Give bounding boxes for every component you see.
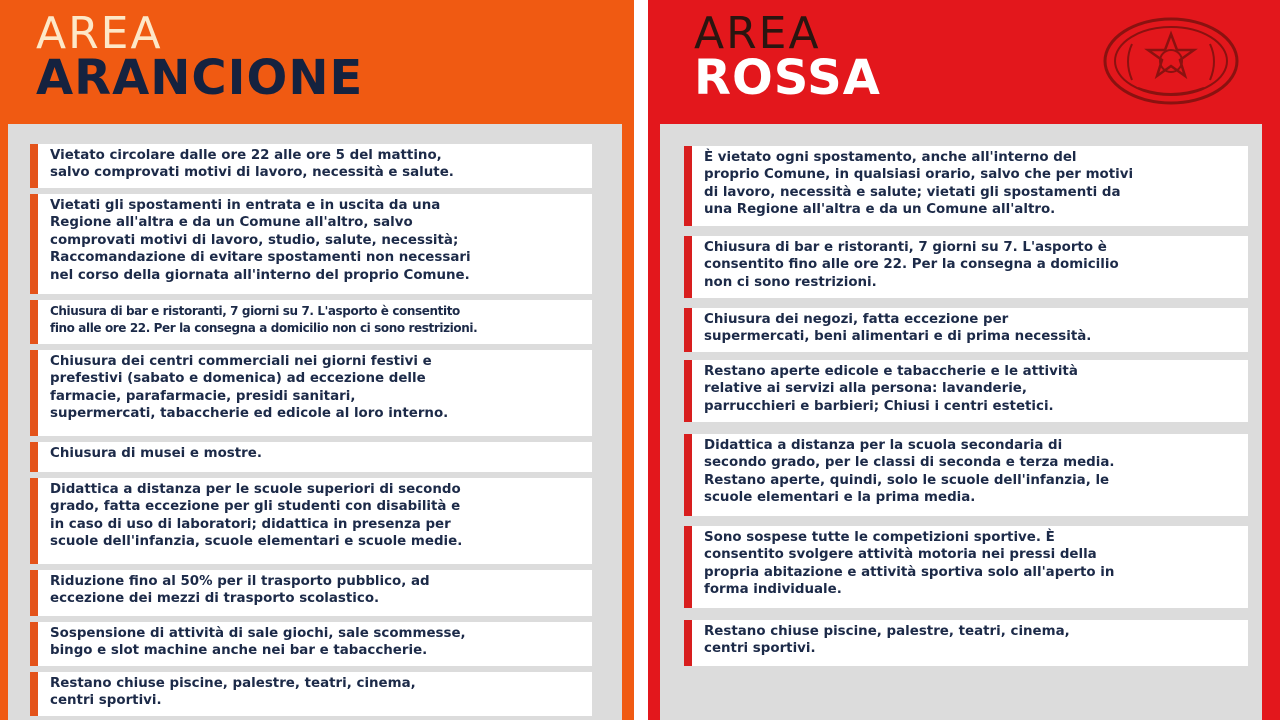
red-rule-text: Didattica a distanza per la scuola secondaria di secondo grado, per le classi di seconda e terza media. Restano aperte, quindi, solo le scuole dell'infanzia, le scuole elementari e la prima media. [704,438,1115,506]
red-right-strip [1262,124,1280,720]
red-title-area: AREA [694,8,821,59]
orange-rule-box [30,570,592,616]
orange-rule-text: Didattica a distanza per le scuole superiori di secondo grado, fatta eccezione per gli studenti con disabilità e in caso di uso di laboratori; didattica in presenza per scuole dell'infanzia, scuole elementari e scuole medie. [50,482,463,550]
italian-republic-emblem-icon [1098,14,1244,108]
orange-rule-text: Chiusura di bar e ristoranti, 7 giorni su 7. L'asporto è consentito fino alle ore 22. Per la consegna a domicilio non ci sono restrizioni. [50,304,478,335]
orange-title-name: ARANCIONE [36,50,364,106]
orange-rule-text: Vietati gli spostamenti in entrata e in uscita da una Regione all'altra e da un Comune all'altro, salvo comprovati motivi di lavoro, studio, salute, necessità; Raccomandazione di evitare spostamenti non necessari nel corso della giornata all'interno del proprio Comune. [50,198,471,283]
orange-rule-text: Restano chiuse piscine, palestre, teatri, cinema, centri sportivi. [50,676,416,709]
red-rule-box [684,620,1248,666]
red-rule-box [684,434,1248,516]
orange-rule-text: Sospensione di attività di sale giochi, sale scommesse, bingo e slot machine anche nei bar e tabaccherie. [50,626,466,659]
orange-title-area: AREA [36,8,163,59]
red-rule-text: Restano chiuse piscine, palestre, teatri, cinema, centri sportivi. [704,624,1070,657]
orange-rule-box [30,672,592,716]
red-rule-box [684,360,1248,422]
red-rule-box [684,236,1248,298]
red-rule-box [684,308,1248,352]
orange-area-header [0,0,634,124]
orange-rule-text: Chiusura dei centri commerciali nei giorni festivi e prefestivi (sabato e domenica) ad eccezione delle farmacie, parafarmacie, presidi sanitari, supermercati, tabaccherie ed edicole al loro interno. [50,354,449,422]
red-rule-text: Chiusura dei negozi, fatta eccezione per supermercati, beni alimentari e di prima necessità. [704,312,1092,345]
red-area-header [648,0,1280,124]
red-rule-text: Sono sospese tutte le competizioni sportive. È consentito svolgere attività motoria nei pressi della propria abitazione e attività sportiva solo all'aperto in forma individuale. [704,530,1115,598]
orange-rule-box [30,194,592,294]
orange-rule-box [30,478,592,564]
red-rule-box [684,146,1248,226]
orange-rule-box [30,622,592,666]
orange-right-strip [622,124,634,720]
red-title-name: ROSSA [694,50,881,106]
orange-left-strip [0,124,8,720]
orange-rule-box [30,442,592,472]
orange-rule-box [30,350,592,436]
red-rule-text: Restano aperte edicole e tabaccherie e le attività relative ai servizi alla persona: lavanderie, parrucchieri e barbieri; Chiusi i centri estetici. [704,364,1078,414]
red-rule-box [684,526,1248,608]
orange-area-panel [0,0,634,720]
orange-rule-text: Chiusura di musei e mostre. [50,446,262,461]
red-area-panel [648,0,1280,720]
orange-rule-text: Riduzione fino al 50% per il trasporto pubblico, ad eccezione dei mezzi di trasporto scolastico. [50,574,430,607]
orange-rule-box [30,144,592,188]
red-rule-text: È vietato ogni spostamento, anche all'interno del proprio Comune, in qualsiasi orario, salvo che per motivi di lavoro, necessità e salute; vietati gli spostamenti da una Regione all'altra e da un Comune all'altro. [704,150,1134,218]
orange-rule-box [30,300,592,344]
red-left-strip [648,124,660,720]
red-rule-text: Chiusura di bar e ristoranti, 7 giorni su 7. L'asporto è consentito fino alle ore 22. Per la consegna a domicilio non ci sono restrizioni. [704,240,1119,290]
orange-rule-text: Vietato circolare dalle ore 22 alle ore 5 del mattino, salvo comprovati motivi di lavoro, necessità e salute. [50,148,454,181]
